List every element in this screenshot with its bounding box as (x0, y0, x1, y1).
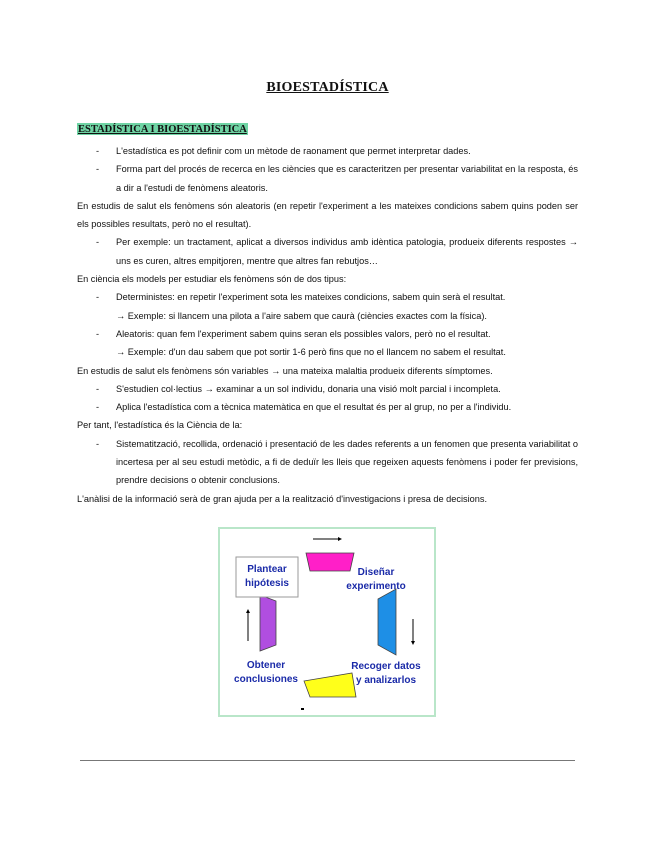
paragraph: En estudis de salut els fenòmens són variables → una mateixa malaltia produeix diferents símptomes. (77, 365, 493, 376)
bullet-text: S'estudien col·lectius → examinar a un sol individu, donaria una visió molt parcial i incompleta. (116, 383, 501, 394)
bullet-text: Forma part del procés de recerca en les ciències que es caracteritzen per presentar variabilitat en la resposta, és a dir a l'estudi de fenòmens aleatoris. (116, 164, 578, 193)
bullet-dash: - (96, 402, 100, 413)
bullet-item (77, 233, 578, 270)
paragraph: En estudis de salut els fenòmens són aleatoris (en repetir l'experiment a les mateixes condicions sabem quins poden ser els possibles resultats, però no el resultat). (77, 200, 578, 230)
label-plantear-1: Plantear (247, 564, 287, 575)
purple-segment (260, 595, 276, 651)
example-line: → Exemple: d'un dau sabem que pot sortir 1-6 però fins que no el llancem no sabem el resultat. (116, 347, 506, 358)
label-recoger-2: y analizarlos (355, 675, 417, 686)
bullet-text: L'estadística es pot definir com un mètode de raonament que permet interpretar dades. (116, 146, 471, 156)
bullet-dash: - (96, 383, 100, 394)
left-arrowhead (246, 609, 250, 613)
bullet-dash: - (96, 328, 100, 339)
bullet-dash: - (96, 292, 100, 303)
label-obtener-1: Obtener (246, 660, 286, 671)
bullet-dash: - (96, 438, 100, 449)
bullet-dash: - (96, 146, 100, 156)
page-title: BIOESTADÍSTICA (266, 80, 389, 95)
label-plantear-2: hipótesis (245, 578, 289, 589)
blue-segment (378, 589, 396, 655)
paragraph: L'anàlisi de la informació serà de gran ajuda per a la realització d'investigacions i presa de decisions. (77, 493, 488, 504)
label-obtener-2: conclusiones (234, 674, 298, 685)
section-heading: ESTADÍSTICA I BIOESTADÍSTICA (78, 124, 247, 135)
cycle-svg (220, 529, 434, 715)
magenta-segment (306, 553, 354, 571)
plantear-box (236, 557, 298, 597)
paragraph: En ciència els models per estudiar els fenòmens són de dos tipus: (77, 274, 347, 285)
top-arrowhead (338, 537, 342, 541)
bullet-dash: - (96, 237, 100, 248)
bullet-item (77, 160, 578, 197)
label-disenar-1: Diseñar (357, 567, 395, 578)
paragraph: Per tant, l'estadística és la Ciència de la: (77, 420, 243, 431)
right-arrowhead (411, 641, 415, 645)
example-line: → Exemple: si llancem una pilota a l'aire sabem que caurà (ciències exactes com la física). (116, 310, 487, 321)
bullet-text: Aplica l'estadística com a tècnica matemàtica en que el resultat és per al grup, no per a l'individu. (116, 402, 512, 413)
bullet-item (77, 380, 578, 398)
research-cycle-diagram (218, 527, 436, 717)
bullet-item (77, 142, 578, 160)
bullet-dash: - (96, 164, 100, 175)
bottom-arrow (301, 708, 304, 710)
bullet-item (77, 288, 578, 306)
body-text (77, 142, 578, 508)
footer-divider (80, 760, 575, 761)
bullet-text: Deterministes: en repetir l'experiment sota les mateixes condicions, sabem quin serà el resultat. (116, 292, 506, 303)
label-disenar-2: experimento (346, 581, 406, 592)
bullet-text: Sistematització, recollida, ordenació i presentació de les dades referents a un fenomen que presenta variabilitat o incertesa per al seu estudi metòdic, a fi de deduïr les lleis que regeixen aquests fenòmens i poder fer previsions, prendre decisions o obtenir conclusions. (116, 438, 578, 486)
bullet-text: Aleatoris: quan fem l'experiment sabem quins seran els possibles valors, però no el resultat. (116, 328, 491, 339)
bullet-text: Per exemple: un tractament, aplicat a diversos individus amb idèntica patologia, produeix diferents respostes → uns es curen, altres empitjoren, mentre que altres fan rebutjos… (116, 237, 578, 266)
bullet-item (77, 435, 578, 490)
bullet-item (77, 398, 578, 416)
bullet-item (77, 325, 578, 343)
label-recoger-1: Recoger datos (351, 661, 421, 672)
yellow-segment (304, 673, 356, 697)
